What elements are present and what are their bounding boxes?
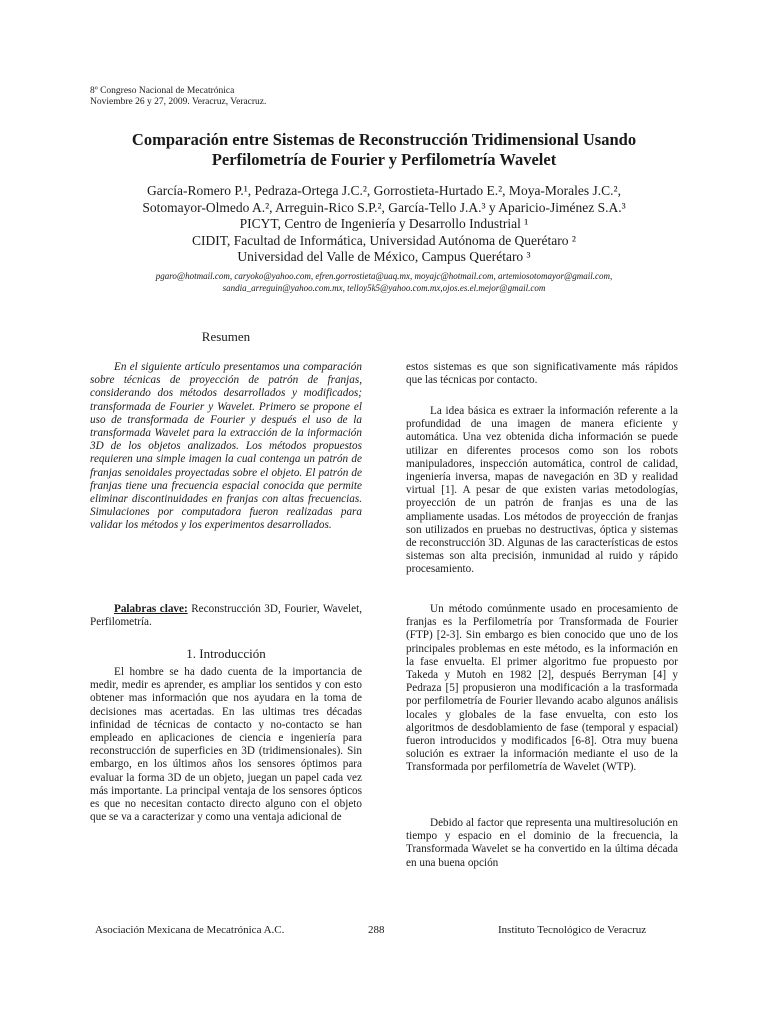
right-paragraph-2: La idea básica es extraer la información referente a la profundidad de una imagen de manera eficiente y automática. Una vez obtenida dicha información se puede utilizar en diferentes procesos como son los robots manipuladores, inspección automática, control de calidad, ingeniería inversa, mapas de navegación en 3D y realidad virtual [1]. A pesar de que existen varias metodologías, proyección de un patrón de franjas es una de las ampliamente usadas. Los métodos de proyección de franjas son utilizados en pruebas no destructivas, óptica y sistemas de reconstrucción 3D. Algunas de las características de estos sistemas son alta precisión, inmunidad al ruido y rápido procesamiento. — [406, 405, 678, 576]
emails-line-1: pgaro@hotmail.com, caryoko@yahoo.com, efren.gorrostieta@uaq.mx, moyajc@hotmail.com, artemiosotomayor@gmail.com, — [155, 271, 613, 281]
footer-association: Asociación Mexicana de Mecatrónica A.C. — [95, 924, 285, 936]
footer-page-number: 288 — [368, 924, 385, 936]
title-line-1: Comparación entre Sistemas de Reconstrucción Tridimensional Usando — [131, 130, 637, 149]
conference-date: Noviembre 26 y 27, 2009. Veracruz, Veracruz. — [90, 97, 267, 107]
abstract-text: En el siguiente artículo presentamos una comparación sobre técnicas de proyección de patrón de franjas, considerando dos métodos desarrollados y modificados; transformada de Fourier y Wavelet. Primero se propone el uso de transformada de Fourier y después el uso de la transformada Wavelet para la extracción de la información 3D de los objetos analizados. Los métodos propuestos requieren una simple imagen la cual contenga un patrón de franjas senoidales proyectadas sobre el objeto. El patrón de franjas tiene una frecuencia espacial conocida que permite eliminar discontinuidades en franjas con altas frecuencias. Simulaciones por computadora fueron realizadas para validar los métodos y los experimentos desarrollados. — [90, 361, 362, 532]
keywords-paragraph — [90, 603, 362, 629]
right-paragraph-4: Debido al factor que representa una multiresolución en tiempo y espacio en el dominio de la frecuencia, la Transformada Wavelet se ha convertido en la última década en una buena opción — [406, 817, 678, 869]
conference-header — [90, 86, 266, 108]
affiliation-3: Universidad del Valle de México, Campus Querétaro ³ — [237, 249, 531, 264]
introduction-text: El hombre se ha dado cuenta de la importancia de medir, medir es aprender, es ampliar los sentidos y con esto obtener mas información que nos ayudara en la toma de decisiones mas acertadas. En las ultimas tres décadas infinidad de técnicas de contacto y no-contacto se han empleado en aplicaciones de ciencia e ingeniería para reconstrucción de superficies en 3D (tridimensionales). Sin embargo, en los últimos años los sensores óptimos para evaluar la forma 3D de un objeto, juegan un papel cada vez más importante. La principal ventaja de los sensores ópticos es que no necesitan contacto directo alguno con el objeto que se va a caracterizar y como una ventaja adicional de — [90, 666, 362, 824]
affiliation-1: PICYT, Centro de Ingeniería y Desarrollo Industrial ¹ — [239, 216, 529, 231]
right-paragraph-3: Un método comúnmente usado en procesamiento de franjas es la Perfilometría por Transformada de Fourier (FTP) [2-3]. Sin embargo es bien conocido que uno de los principales problemas en este método, es la información en la fase envuelta. El primer algoritmo fue propuesto por Takeda y Mutoh en 1982 [2], después Berryman [4] y Pedraza [5] propusieron una modificación a la trasformada por perfilometría de Fourier llevando acabo algunos análisis locales y globales de la fase envuelta, con esto los algoritmos de desdoblamiento de fase (temporal y espacial) fueron introducidos y modificados [6-8]. Otra muy buena solución es extraer la información mediante el uso de la Transformada por perfilometría de Wavelet (WTP). — [406, 603, 678, 774]
affiliation-2: CIDIT, Facultad de Informática, Universidad Autónoma de Querétaro ² — [192, 232, 576, 248]
keywords-text: Reconstrucción 3D, Fourier, Wavelet, Perfilometría. — [90, 603, 363, 629]
footer-institute: Instituto Tecnológico de Veracruz — [498, 924, 647, 936]
authors-line-2: Sotomayor-Olmedo A.², Arreguin-Rico S.P.², García-Tello J.A.³ y Aparicio-Jiménez S.A.³ — [142, 199, 626, 215]
author-emails — [40, 270, 728, 294]
paper-title — [90, 130, 678, 170]
title-line-2: Perfilometría de Fourier y Perfilometría Wavelet — [211, 150, 557, 169]
conference-name: 8º Congreso Nacional de Mecatrónica — [90, 86, 235, 96]
authors-line-1: García-Romero P.¹, Pedraza-Ortega J.C.², Gorrostieta-Hurtado E.², Moya-Morales J.C.², — [147, 183, 621, 198]
right-paragraph-1: estos sistemas es que son significativamente más rápidos que las técnicas por contacto. — [406, 361, 678, 387]
emails-line-2: sandia_arreguin@yahoo.com.mx, telloy5k5@yahoo.com.mx,ojos.es.el.mejor@gmail.com — [222, 283, 546, 293]
author-block — [60, 183, 708, 266]
keywords-label: Palabras clave: — [114, 603, 188, 615]
abstract-heading: Resumen — [201, 329, 251, 344]
introduction-heading: 1. Introducción — [186, 646, 266, 661]
